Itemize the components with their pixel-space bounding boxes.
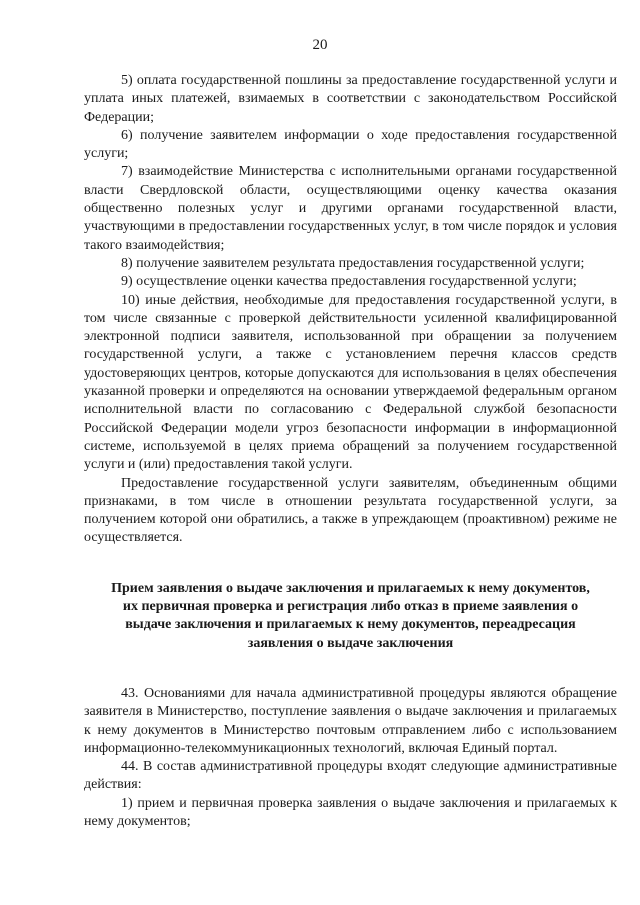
section-heading-line: заявления о выдаче заключения: [247, 635, 454, 651]
section-heading-line: их первичная проверка и регистрация либо отказ в приеме заявления о: [122, 599, 579, 615]
clause-44-item-1: 1) прием и первичная проверка заявления о выдаче заключения и прилагаемых к нему документов;: [84, 795, 617, 829]
document-body: [84, 72, 617, 831]
list-item-8: 8) получение заявителем результата предоставления государственной услуги;: [121, 255, 585, 271]
list-item-7: 7) взаимодействие Министерства с исполнительными органами государственной власти Свердловской области, осуществляющими оценку качества оказания общественно полезных услуг и другими органами государственной власти, участвующими в предоставлении государственных услуг, в том числе порядок и условия такого взаимодействия;: [84, 164, 617, 253]
section-heading-line: Прием заявления о выдаче заключения и прилагаемых к нему документов,: [111, 580, 590, 596]
list-item-6: 6) получение заявителем информации о ходе предоставления государственной услуги;: [84, 127, 617, 162]
list-item-9: 9) осуществление оценки качества предоставления государственной услуги;: [121, 274, 577, 290]
clause-44: 44. В состав административной процедуры входят следующие административные действия:: [84, 759, 617, 793]
list-item-5: 5) оплата государственной пошлины за предоставление государственной услуги и уплата иных платежей, взимаемых в соответствии с законодательством Российской Федерации;: [84, 73, 617, 125]
section-heading-line: выдаче заключения и прилагаемых к нему документов, переадресация: [125, 617, 576, 633]
page-number: 20: [312, 37, 328, 53]
clause-43: 43. Основаниями для начала административной процедуры являются обращение заявителя в Министерство, поступление заявления о выдаче заключения и прилагаемых к нему документов в Министерство почтовым отправлением либо с использованием информационно-телекоммуникационных технологий, включая Единый портал.: [84, 685, 617, 756]
paragraph-proactive: Предоставление государственной услуги заявителям, объединенным общими признаками, в том числе в отношении результата государственной услуги, за получением которой они обратились, а также в упреждающем (проактивном) режиме не осуществляется.: [84, 475, 617, 546]
section-heading: [84, 580, 617, 653]
list-item-10: 10) иные действия, необходимые для предоставления государственной услуги, в том числе связанные с проверкой действительности усиленной квалифицированной электронной подписи заявителя, использованной при обращении за получением государственной услуги, а также с установлением перечня классов средств удостоверяющих центров, которые допускаются для использования в целях обеспечения указанной проверки и определяются на основании утверждаемой федеральным органом исполнительной власти по согласованию с Федеральной службой безопасности Российской Федерации модели угроз безопасности информации в информационной системе, используемой в целях приема обращений за получением государственной услуги и (или) предоставления такой услуги.: [84, 292, 617, 473]
